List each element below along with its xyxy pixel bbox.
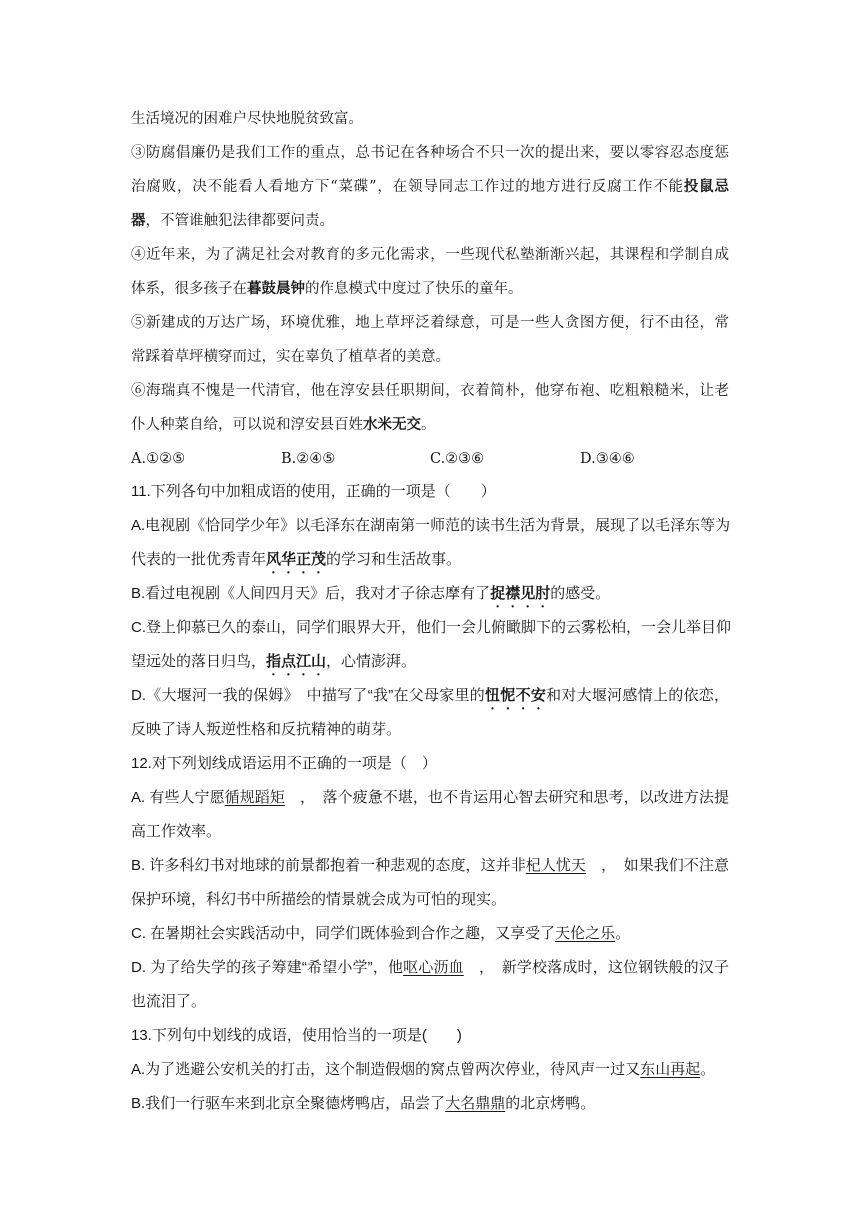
q10-option-d: D.③④⑥ xyxy=(580,451,635,467)
q13-stem: 13.下列句中划线的成语，使用恰当的一项是( ) xyxy=(131,1027,462,1044)
q11-stem: 11.下列各句中加粗成语的使用，正确的一项是（ ） xyxy=(131,483,496,500)
q13-option-a: A.为了逃避公安机关的打击，这个制造假烟的窝点曾两次停业，待风声一过又东山再起。 xyxy=(131,1061,716,1078)
q10-sentence-3-line1: ③防腐倡廉仍是我们工作的重点，总书记在各种场合不只一次的提出来，要以零容忍态度惩 xyxy=(131,145,729,161)
bold-idiom: 水米无交 xyxy=(363,416,421,433)
q12-option-d-line2: 也流泪了。 xyxy=(131,993,207,1010)
q11-option-b: B.看过电视剧《人间四月天》后，我对才子徐志摩有了捉襟见肘的感受。 xyxy=(131,585,611,602)
q10-option-a: A.①②⑤ xyxy=(131,451,186,467)
q12-option-a-line2: 高工作效率。 xyxy=(131,823,222,840)
q12-option-a-line1: A. 有些人宁愿循规蹈矩 ， 落个疲惫不堪，也不肯运用心智去研究和思考，以改进方法提 xyxy=(131,789,729,806)
q11-option-a-line1: A.电视剧《恰同学少年》以毛泽东在湖南第一师范的读书生活为背景，展现了以毛泽东等为 xyxy=(131,517,731,534)
q12-stem: 12.对下列划线成语运用不正确的一项是（ ） xyxy=(131,755,437,772)
q11-option-d-line2: 反映了诗人叛逆性格和反抗精神的萌芽。 xyxy=(131,721,402,738)
q11-option-c-line1: C.登上仰慕已久的泰山，同学们眼界大开，他们一会儿俯瞰脚下的云雾松柏，一会儿举目仰 xyxy=(131,619,732,636)
q10-line-continuation: 生活境况的困难户尽快地脱贫致富。 xyxy=(131,111,363,127)
q10-sentence-3-line2: 治腐败，决不能看人看地方下“菜碟”，在领导同志工作过的地方进行反腐工作不能投鼠忌 xyxy=(131,178,730,195)
q11-option-a-line2: 代表的一批优秀青年风华正茂的学习和生活故事。 xyxy=(131,551,462,568)
underlined-idiom: 东山再起 xyxy=(640,1061,701,1078)
bold-idiom: 暮鼓晨钟 xyxy=(247,280,305,297)
q12-option-b-line2: 保护环境，科幻书中所描绘的情景就会成为可怕的现实。 xyxy=(131,891,507,908)
q12-option-d-line1: D. 为了给失学的孩子筹建“希望小学”，他呕心沥血 ， 新学校落成时，这位钢铁般的汉子 xyxy=(131,959,729,976)
q12-option-c: C. 在暑期社会实践活动中，同学们既体验到合作之趣，又享受了天伦之乐。 xyxy=(131,925,631,942)
q10-sentence-5-line1: ⑤新建成的万达广场，环境优雅，地上草坪泛着绿意，可是一些人贪图方便，行不由径，常 xyxy=(131,315,729,331)
q11-option-c-line2: 望远处的落日归鸟，指点江山，心情澎湃。 xyxy=(131,653,417,670)
q10-sentence-6-line1: ⑥海瑞真不愧是一代清官，他在淳安县任职期间，衣着简朴，他穿布袍、吃粗粮糙米，让老 xyxy=(131,383,729,399)
bold-idiom: 器 xyxy=(131,212,146,229)
q10-sentence-5-line2: 常踩着草坪横穿而过，实在辜负了植草者的美意。 xyxy=(131,349,450,365)
underlined-idiom: 大名鼎鼎 xyxy=(445,1095,506,1112)
q13-option-b: B.我们一行驱车来到北京全聚德烤鸭店，品尝了大名鼎鼎的北京烤鸭。 xyxy=(131,1095,596,1112)
dotted-idiom: 忸怩不安 xyxy=(485,687,547,704)
bold-idiom: 投鼠忌 xyxy=(683,178,730,195)
q10-sentence-4-line2: 体系，很多孩子在暮鼓晨钟的作息模式中度过了快乐的童年。 xyxy=(131,280,523,297)
underlined-idiom: 循规蹈矩 xyxy=(224,789,285,806)
underlined-idiom: 呕心沥血 xyxy=(403,959,464,976)
dotted-idiom: 捉襟见肘 xyxy=(490,585,551,602)
q12-option-b-line1: B. 许多科幻书对地球的前景都抱着一种悲观的态度，这并非杞人忧天 ， 如果我们不注意 xyxy=(131,857,729,874)
q11-option-d-line1: D.《大堰河一我的保姆》 中描写了“我”在父母家里的忸怩不安和对大堰河感情上的依恋， xyxy=(131,687,729,704)
q10-sentence-3-line3: 器，不管谁触犯法律都要问责。 xyxy=(131,212,334,229)
q10-sentence-4-line1: ④近年来，为了满足社会对教育的多元化需求，一些现代私塾渐渐兴起，其课程和学制自成 xyxy=(131,247,729,263)
q10-option-c: C.②③⑥ xyxy=(430,451,485,467)
q10-option-b: B.②④⑤ xyxy=(281,451,336,467)
dotted-idiom: 指点江山 xyxy=(266,653,327,670)
underlined-idiom: 杞人忧天 xyxy=(525,857,586,874)
q10-sentence-6-line2: 仆人种菜自给，可以说和淳安县百姓水米无交。 xyxy=(131,416,436,433)
underlined-idiom: 天伦之乐 xyxy=(555,925,616,942)
dotted-idiom: 风华正茂 xyxy=(266,551,327,568)
